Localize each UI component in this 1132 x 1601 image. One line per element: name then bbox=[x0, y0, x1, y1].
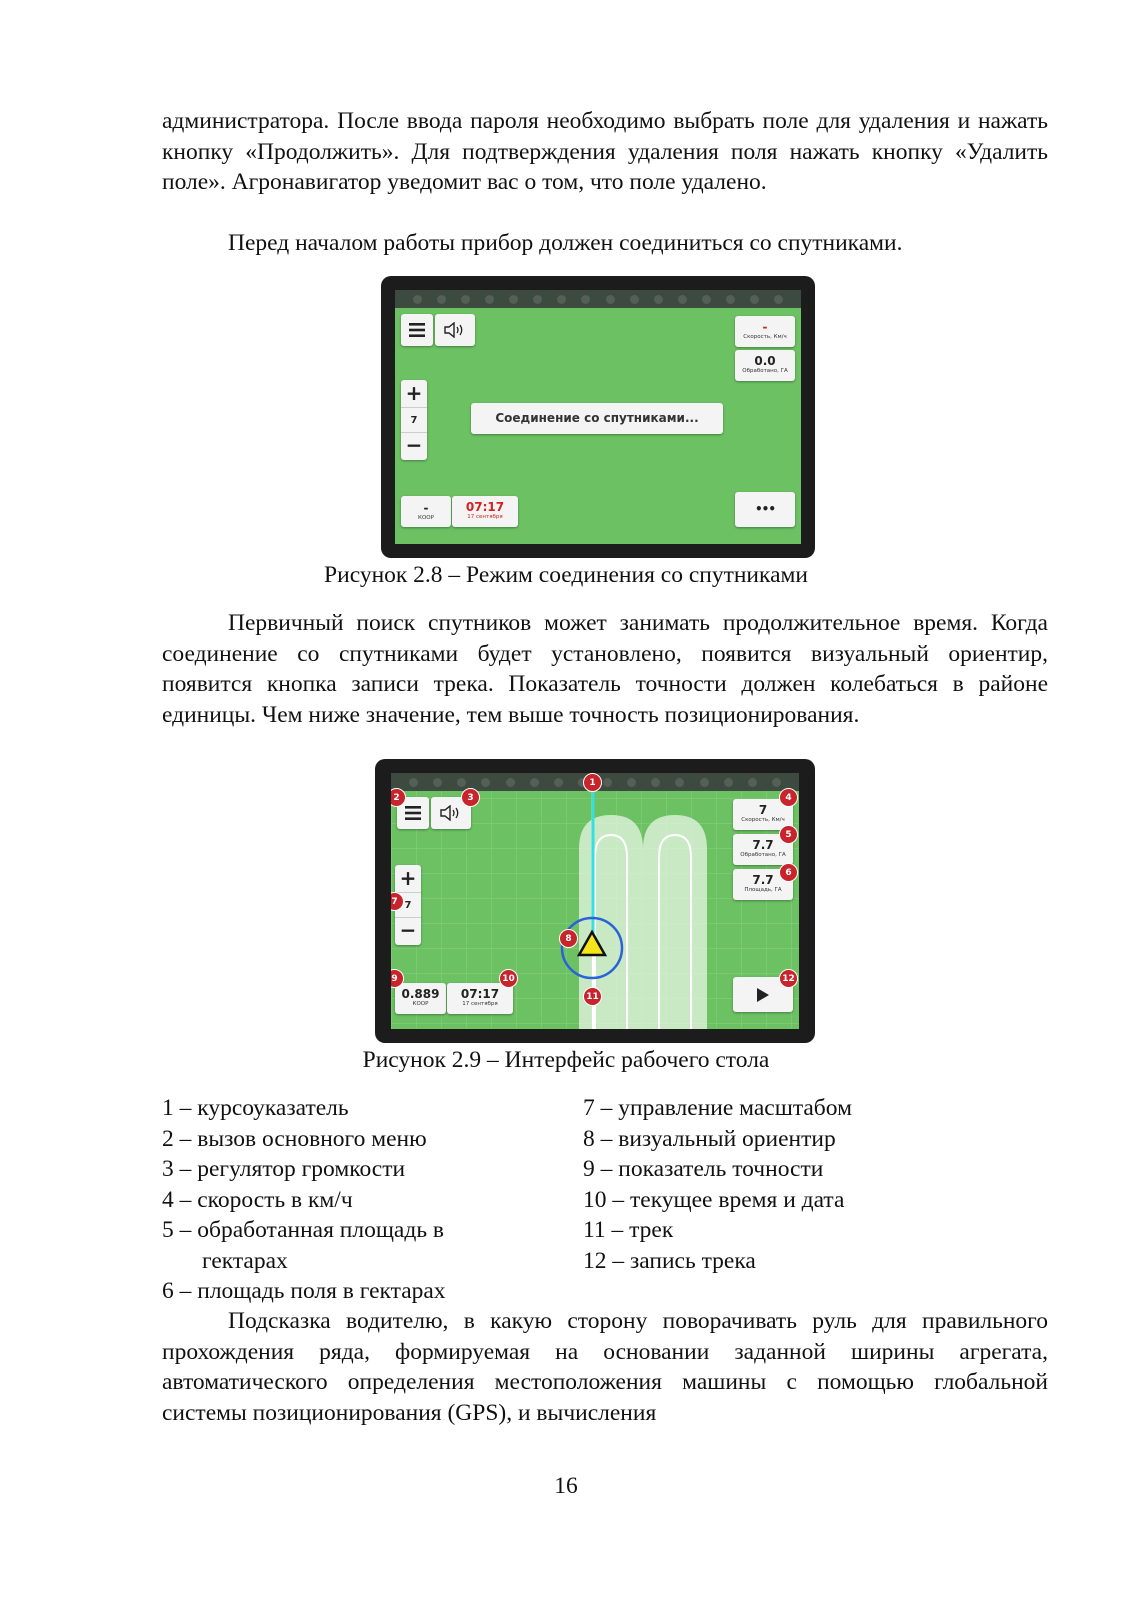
date-value: 17 сентября bbox=[462, 1001, 498, 1007]
figure-2-9-caption: Рисунок 2.9 – Интерфейс рабочего стола bbox=[362, 1047, 770, 1073]
accuracy-value: - bbox=[423, 501, 429, 515]
time-value: 07:17 bbox=[460, 987, 500, 1001]
badge-6: 6 bbox=[779, 863, 798, 882]
field-area-value: 7.7 bbox=[752, 873, 774, 887]
speed-value: 7 bbox=[758, 803, 768, 817]
processed-display bbox=[735, 350, 795, 381]
accuracy-display bbox=[395, 983, 446, 1014]
processed-label: Обработано, ГА bbox=[742, 368, 788, 374]
accuracy-label: КООР bbox=[418, 515, 434, 521]
field-area-label: Площадь, ГА bbox=[744, 887, 782, 893]
legend-item-4: 4 – скорость в км/ч bbox=[162, 1186, 353, 1213]
zoom-in-button[interactable]: + bbox=[399, 866, 417, 890]
zoom-in-button[interactable]: + bbox=[405, 381, 423, 405]
work-desktop-screen bbox=[391, 773, 799, 1029]
legend-left bbox=[162, 1093, 446, 1307]
legend-item-5: 5 – обработанная площадь в bbox=[162, 1217, 445, 1243]
legend-item-8: 8 – визуальный ориентир bbox=[583, 1125, 836, 1152]
speed-label: Скорость, Км/ч bbox=[743, 334, 787, 340]
connection-message: Соединение со спутниками... bbox=[471, 403, 723, 434]
speed-display bbox=[735, 316, 795, 347]
satellite-connection-screen bbox=[395, 290, 801, 544]
figure-2-8-device bbox=[381, 276, 815, 558]
legend-item-11: 11 – трек bbox=[583, 1217, 674, 1243]
processed-value: 7.7 bbox=[752, 838, 774, 852]
zoom-out-button[interactable]: − bbox=[405, 433, 423, 457]
paragraph-primary-search: Первичный поиск спутников может занимать продолжительное время. Когда соединение со спутниками будет установлено, появится визуальный ориентир, появится кнопка записи трека. Показатель точности должен колебаться в районе единицы. Чем ниже значение, тем выше точность позиционирования. bbox=[162, 610, 1048, 728]
zoom-out-button[interactable]: − bbox=[399, 918, 417, 942]
badge-10: 10 bbox=[499, 969, 518, 988]
badge-1: 1 bbox=[583, 773, 602, 792]
accuracy-label: КООР bbox=[412, 1001, 429, 1007]
badge-3: 3 bbox=[461, 788, 480, 807]
play-icon bbox=[756, 987, 770, 1003]
zoom-control bbox=[401, 380, 427, 460]
paragraph-satellites: Перед началом работы прибор должен соединиться со спутниками. bbox=[228, 230, 903, 256]
time-value: 07:17 bbox=[465, 500, 505, 514]
page-number: 16 bbox=[554, 1473, 578, 1499]
badge-11: 11 bbox=[583, 987, 602, 1006]
legend-item-7: 7 – управление масштабом bbox=[583, 1095, 852, 1121]
processed-label: Обработано, ГА bbox=[740, 852, 786, 858]
speed-value: - bbox=[762, 320, 768, 334]
legend-item-2: 2 – вызов основного меню bbox=[162, 1125, 427, 1152]
more-button[interactable]: ••• bbox=[735, 492, 795, 527]
status-bar bbox=[395, 290, 801, 308]
legend-item-1: 1 – курсоуказатель bbox=[162, 1095, 349, 1121]
badge-2: 2 bbox=[391, 788, 406, 807]
speaker-icon bbox=[444, 322, 466, 338]
figure-2-8-caption: Рисунок 2.8 – Режим соединения со спутниками bbox=[324, 562, 808, 588]
accuracy-value: 0.889 bbox=[401, 987, 440, 1001]
datetime-display bbox=[452, 496, 518, 527]
zoom-level: 7 bbox=[395, 892, 421, 918]
zoom-level: 7 bbox=[401, 407, 427, 433]
legend-item-6: 6 – площадь поля в гектарах bbox=[162, 1278, 446, 1304]
speaker-icon bbox=[440, 805, 462, 821]
paragraph-intro: администратора. После ввода пароля необходимо выбрать поле для удаления и нажать кнопку «Продолжить». Для подтверждения удаления поля нажать кнопку «Удалить поле». Агронавигатор уведомит вас о том, что поле удалено. bbox=[162, 108, 1048, 195]
figure-2-9-device bbox=[375, 759, 815, 1043]
processed-value: 0.0 bbox=[754, 354, 776, 368]
legend-item-9: 9 – показатель точности bbox=[583, 1156, 824, 1182]
menu-button[interactable] bbox=[401, 314, 433, 346]
badge-12: 12 bbox=[779, 969, 798, 988]
hamburger-icon bbox=[409, 323, 425, 337]
paragraph-driver-hint: Подсказка водителю, в какую сторону поворачивать руль для правильного прохождения ряда, формируемая на основании заданной ширины агрегата, автоматического определения местоположения машины с помощью глобальной системы позиционирования (GPS), и вычисления bbox=[162, 1308, 1048, 1426]
legend-item-5-continued: гектарах bbox=[202, 1247, 288, 1274]
date-value: 17 сентября bbox=[467, 514, 503, 520]
legend-item-12: 12 – запись трека bbox=[583, 1247, 756, 1274]
badge-7: 7 bbox=[391, 892, 404, 911]
badge-5: 5 bbox=[779, 825, 798, 844]
legend-item-10: 10 – текущее время и дата bbox=[583, 1186, 845, 1213]
legend-right bbox=[583, 1093, 852, 1276]
legend-item-3: 3 – регулятор громкости bbox=[162, 1156, 406, 1182]
badge-4: 4 bbox=[779, 788, 798, 807]
accuracy-display bbox=[401, 496, 451, 527]
speed-label: Скорость, Км/ч bbox=[741, 817, 785, 823]
badge-8: 8 bbox=[559, 929, 578, 948]
volume-button[interactable] bbox=[435, 314, 475, 346]
badge-9: 9 bbox=[391, 969, 404, 988]
datetime-display bbox=[447, 983, 513, 1014]
hamburger-icon bbox=[405, 806, 421, 820]
